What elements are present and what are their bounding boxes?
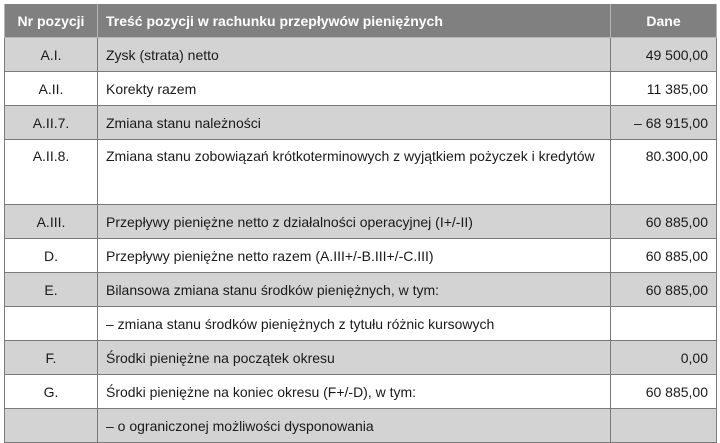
row-value: 11 385,00	[611, 72, 717, 106]
row-code: F.	[5, 341, 98, 375]
row-value: 0,00	[611, 341, 717, 375]
row-description: Korekty razem	[98, 72, 611, 106]
row-value	[611, 409, 717, 443]
row-description: Zmiana stanu należności	[98, 106, 611, 140]
row-code: D.	[5, 239, 98, 273]
table-row	[5, 341, 717, 375]
row-value	[611, 307, 717, 341]
table-row	[5, 38, 717, 72]
row-description: Przepływy pieniężne netto razem (A.III+/-B.III+/-C.III)	[98, 239, 611, 273]
row-value: 60 885,00	[611, 375, 717, 409]
row-value: 49 500,00	[611, 38, 717, 72]
row-code: A.II.	[5, 72, 98, 106]
table-row	[5, 307, 717, 341]
row-description: Środki pieniężne na koniec okresu (F+/-D), w tym:	[98, 375, 611, 409]
table-row	[5, 72, 717, 106]
row-description: Przepływy pieniężne netto z działalności operacyjnej (I+/-II)	[98, 205, 611, 239]
table-row	[5, 273, 717, 307]
table-row	[5, 239, 717, 273]
row-value: 80.300,00	[611, 140, 717, 205]
row-code	[5, 307, 98, 341]
row-description: – o ograniczonej możliwości dysponowania	[98, 409, 611, 443]
table-row	[5, 106, 717, 140]
row-description: Środki pieniężne na początek okresu	[98, 341, 611, 375]
row-code: E.	[5, 273, 98, 307]
table-row	[5, 205, 717, 239]
row-description: Zysk (strata) netto	[98, 38, 611, 72]
header-position-number: Nr pozycji	[5, 4, 98, 38]
table-row	[5, 409, 717, 443]
row-code: A.III.	[5, 205, 98, 239]
header-value: Dane	[611, 4, 717, 38]
row-value: 60 885,00	[611, 239, 717, 273]
table-row	[5, 375, 717, 409]
cash-flow-table	[4, 4, 717, 443]
row-code	[5, 409, 98, 443]
row-description: – zmiana stanu środków pieniężnych z tytułu różnic kursowych	[98, 307, 611, 341]
row-description: Bilansowa zmiana stanu środków pieniężnych, w tym:	[98, 273, 611, 307]
row-code: A.I.	[5, 38, 98, 72]
table-row	[5, 140, 717, 205]
header-description: Treść pozycji w rachunku przepływów pieniężnych	[98, 4, 611, 38]
row-value: 60 885,00	[611, 205, 717, 239]
table-header-row	[5, 4, 717, 38]
row-description: Zmiana stanu zobowiązań krótkoterminowych z wyjątkiem pożyczek i kredytów	[98, 140, 611, 205]
row-value: – 68 915,00	[611, 106, 717, 140]
row-code: A.II.8.	[5, 140, 98, 205]
row-value: 60 885,00	[611, 273, 717, 307]
row-code: A.II.7.	[5, 106, 98, 140]
row-code: G.	[5, 375, 98, 409]
